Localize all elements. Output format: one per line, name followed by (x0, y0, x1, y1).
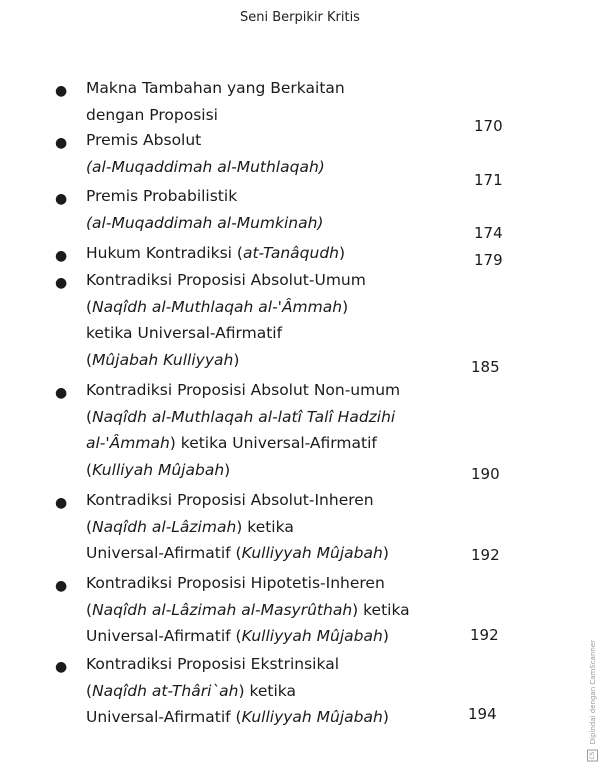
camscanner-icon: CS (589, 751, 596, 760)
bullet-icon: ● (55, 191, 68, 207)
page-number: 185 (471, 358, 500, 376)
toc-entry-line (86, 460, 230, 480)
toc-entry-line (86, 323, 282, 343)
entry-text: ) ketika (352, 600, 410, 619)
arabic-term: (al-Muqaddimah al-Mumkinah) (86, 213, 324, 232)
toc-entry-line (86, 78, 345, 98)
entry-text: ) (382, 627, 389, 645)
entry-text: Premis Absolut (86, 131, 202, 149)
toc-entry-line (86, 380, 400, 400)
toc-entry-line (86, 350, 239, 370)
entry-text: ( (86, 681, 93, 700)
entry-text: ( (86, 460, 93, 479)
entry-text: Universal-Afirmatif ( (86, 708, 242, 726)
arabic-term: Naqîdh al-Muthlaqah al-'Âmmah (92, 297, 343, 316)
arabic-term: Kulliyyah Mûjabah (241, 708, 383, 726)
entry-text: ( (86, 297, 93, 316)
page-number: 190 (471, 465, 500, 483)
arabic-term: Naqîdh at-Thâri`ah (92, 681, 239, 700)
toc-entry-line (86, 157, 325, 177)
page-number: 192 (471, 546, 500, 564)
entry-text: ) (342, 297, 349, 316)
toc-entry-line (86, 517, 294, 537)
entry-text: ) (338, 244, 346, 262)
bullet-icon: ● (55, 385, 68, 401)
entry-text: Makna Tambahan yang Berkaitan (86, 79, 345, 97)
toc-entry-line (86, 707, 389, 727)
entry-text: ) ketika Universal-Afirmatif (169, 434, 377, 452)
arabic-term: al-'Âmmah (86, 434, 170, 452)
arabic-term: at-Tanâqudh (242, 244, 339, 262)
entry-text: ) (382, 544, 389, 562)
arabic-term: Kulliyyah Mûjabah (241, 627, 383, 645)
entry-text: Hukum Kontradiksi ( (86, 244, 243, 262)
entry-text: Kontradiksi Proposisi Absolut-Umum (86, 271, 366, 289)
arabic-term: Naqîdh al-Lâzimah (92, 517, 237, 536)
toc-entry-line (86, 243, 345, 263)
page-number: 179 (474, 251, 503, 269)
entry-text: ( (86, 517, 93, 536)
arabic-term: Naqîdh al-Lâzimah al-Masyrûthah (92, 600, 353, 619)
toc-entry-line (86, 654, 339, 674)
bullet-icon: ● (55, 495, 68, 511)
entry-text: Premis Probabilistik (86, 187, 238, 205)
page-number: 174 (474, 224, 503, 242)
page-number: 171 (474, 171, 503, 189)
entry-text: ketika Universal-Afirmatif (86, 324, 283, 342)
arabic-term: Kulliyyah Mûjabah (241, 544, 383, 562)
toc-entry-line (86, 297, 348, 317)
bullet-icon: ● (55, 659, 68, 675)
toc-entry-line (86, 433, 377, 453)
entry-text: ( (86, 350, 93, 369)
entry-text: dengan Proposisi (86, 105, 218, 124)
entry-text: ) (382, 708, 389, 726)
page-number: 170 (474, 117, 503, 135)
bullet-icon: ● (55, 248, 68, 264)
entry-text: ) (233, 350, 240, 369)
bullet-icon: ● (55, 135, 68, 151)
running-title: Seni Berpikir Kritis (240, 10, 360, 25)
entry-text: ) ketika (236, 517, 294, 536)
toc-entry-line (86, 626, 389, 646)
entry-text: ) (224, 460, 231, 479)
scanner-watermark-text: Dipindai dengan CamScanner (589, 640, 597, 745)
arabic-term: (al-Muqaddimah al-Muthlaqah) (86, 157, 325, 176)
toc-entry-line (86, 270, 366, 290)
bullet-icon: ● (55, 275, 68, 291)
arabic-term: Mûjabah Kulliyyah (92, 350, 234, 369)
bullet-icon: ● (55, 578, 68, 594)
toc-entry-line (86, 490, 374, 510)
entry-text: ) ketika (238, 681, 297, 700)
entry-text: Kontradiksi Proposisi Hipotetis-Inheren (86, 574, 385, 592)
entry-text: Kontradiksi Proposisi Ekstrinsikal (86, 655, 339, 673)
entry-text: Universal-Afirmatif ( (86, 544, 242, 562)
toc-entry-line (86, 573, 385, 593)
entry-text: ( (86, 407, 93, 426)
arabic-term: Naqîdh al-Muthlaqah al-latî Talî Hadzihi (92, 407, 396, 426)
toc-entry-line (86, 681, 296, 701)
bullet-icon: ● (55, 83, 68, 99)
entry-text: Universal-Afirmatif ( (86, 627, 242, 645)
toc-entry-line (86, 213, 323, 233)
scanner-watermark (587, 640, 598, 762)
page-number: 194 (468, 705, 497, 723)
arabic-term: Kulliyah Mûjabah (92, 460, 225, 479)
entry-text: Kontradiksi Proposisi Absolut-Inheren (86, 491, 374, 509)
toc-entry-line (86, 600, 410, 620)
entry-text: Kontradiksi Proposisi Absolut Non-umum (86, 381, 401, 399)
entry-text: ( (86, 600, 93, 619)
page-number: 192 (470, 626, 499, 644)
toc-entry-line (86, 186, 237, 206)
toc-entry-line (86, 407, 395, 427)
toc-entry-line (86, 130, 201, 150)
toc-entry-line (86, 105, 218, 125)
toc-entry-line (86, 543, 389, 563)
